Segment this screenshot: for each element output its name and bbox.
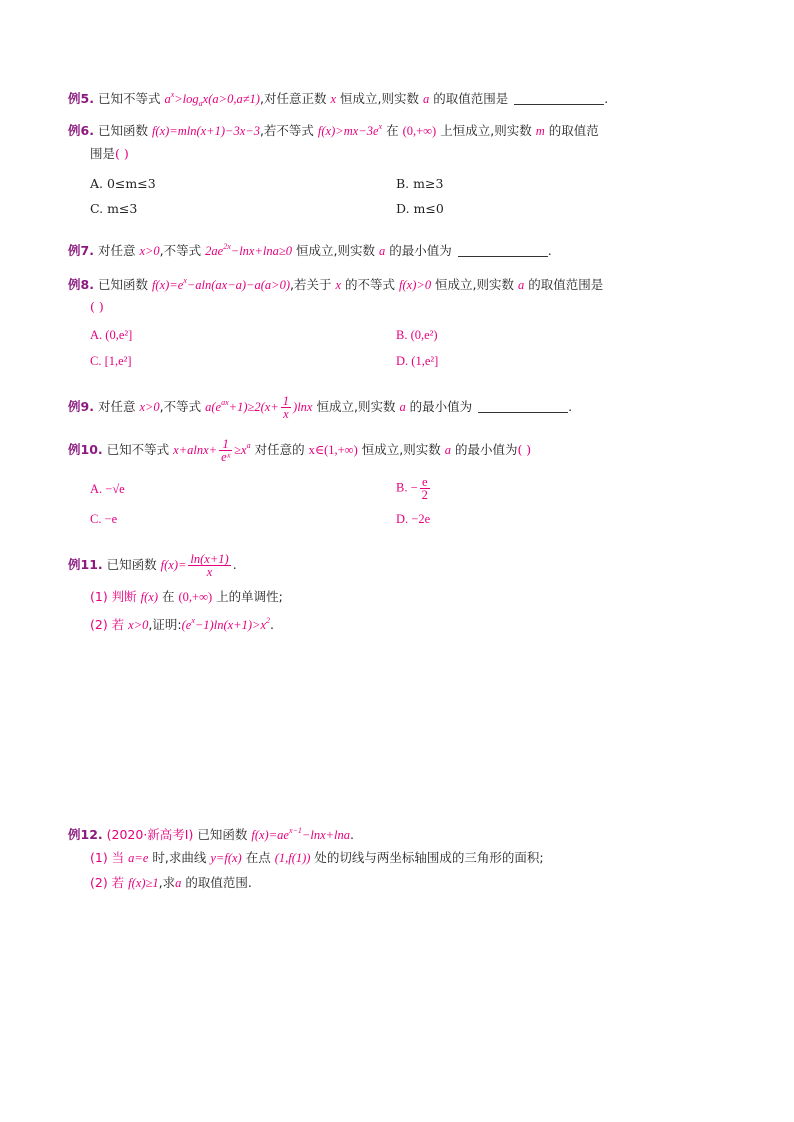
- ex10-option-a[interactable]: A. −√e: [90, 482, 125, 496]
- example-11-part-2: (2) 若 x>0,证明$:(e^x-1)\ln(x+1)>x^2$.: [90, 616, 274, 632]
- example-8: 例8. 已知函数 $f(x)=e^x-aln(ax-a)-a(a>0)$,若关于 x 的不等式 f(x)>0 恒成立,则实数 a 的取值范围是: [68, 276, 604, 292]
- fraction: $\frac{\ln(x+1)}{x}$: [190, 552, 229, 579]
- example-5: 例5. 已知不等式 $a^x>\log_ax(a>0,a\ne 1)$,对任意正数 x 恒成立,则实数 a 的取值范围是 .: [68, 90, 609, 108]
- ex8-option-a[interactable]: A. (0,e²]: [90, 328, 133, 342]
- fraction: $\frac{1}{x}$: [282, 394, 290, 421]
- exam-source: (2020·新高考Ⅰ): [106, 827, 194, 842]
- ex6-option-a[interactable]: A. 0≤m≤3: [90, 176, 156, 191]
- ex6-option-d[interactable]: D. m≤0: [396, 201, 444, 216]
- ex6-option-b[interactable]: B. m≥3: [396, 176, 444, 191]
- ex6-option-c[interactable]: C. m≤3: [90, 201, 138, 216]
- ex8-option-c[interactable]: C. [1,e²]: [90, 354, 132, 368]
- answer-choice-bracket[interactable]: ( ): [90, 299, 104, 314]
- example-6: 例6. 已知函数 f(x)=mln(x+1)−3x−3,若不等式 $f(x)>mx-3e^x$ 在 (0,+∞) 上恒成立,则实数 m 的取值范: [68, 122, 599, 138]
- example-11: 例11. 已知函数 f(x)= $\frac{\ln(x+1)}{x}$ .: [68, 552, 237, 579]
- ex8-option-d[interactable]: D. (1,e²]: [396, 354, 439, 368]
- answer-choice-bracket[interactable]: ( ): [115, 146, 129, 161]
- example-12: 例12. (2020·新高考Ⅰ) 已知函数 $f(x)=ae^{x-1}-\ln x+\ln a$.: [68, 826, 355, 842]
- example-11-part-1: (1) 判断 f(x) 在 (0,+∞) 上的单调性;: [90, 589, 283, 604]
- example-9: 例9. 对任意 x>0,不等式 $a(e^{ax}+1)\ge 2(x+$ $\frac{1}{x}$ )lnx 恒成立,则实数 a 的最小值为 .: [68, 394, 573, 421]
- fraction: $\frac{e}{2}$: [421, 475, 428, 502]
- example-8-line-2: [90, 298, 104, 316]
- answer-blank[interactable]: [514, 104, 604, 105]
- answer-choice-bracket[interactable]: ( ): [517, 442, 532, 457]
- ex10-option-c[interactable]: C. −e: [90, 512, 118, 526]
- fraction: $\frac{1}{\text{eˣ}}$: [221, 437, 231, 464]
- example-12-part-2: (2) 若 f(x)≥1,求a 的取值范围.: [90, 875, 252, 890]
- example-6-line-2: 围是( ): [90, 146, 129, 161]
- example-10: 例10. 已知不等式 x+alnx+ $\frac{1}{\text{eˣ}}$ $\ge x^a$ 对任意的 x∈(1,+∞) 恒成立,则实数 a 的最小值为( ): [68, 437, 532, 464]
- example-7: 例7. 对任意 x>0,不等式 $2ae^{2x}-\ln x+\ln a\ge 0$ 恒成立,则实数 a 的最小值为 .: [68, 242, 552, 258]
- ex8-option-b[interactable]: B. (0,e²): [396, 328, 438, 342]
- answer-blank[interactable]: [478, 412, 568, 413]
- ex10-option-b[interactable]: B. − $\frac{e}{2}$: [396, 475, 428, 502]
- answer-blank[interactable]: [458, 256, 548, 257]
- ex10-option-d[interactable]: D. −2e: [396, 512, 431, 526]
- example-12-part-1: (1) 当 a=e 时,求曲线 y=f(x) 在点 (1,f(1)) 处的切线与两坐标轴围成的三角形的面积;: [90, 850, 544, 865]
